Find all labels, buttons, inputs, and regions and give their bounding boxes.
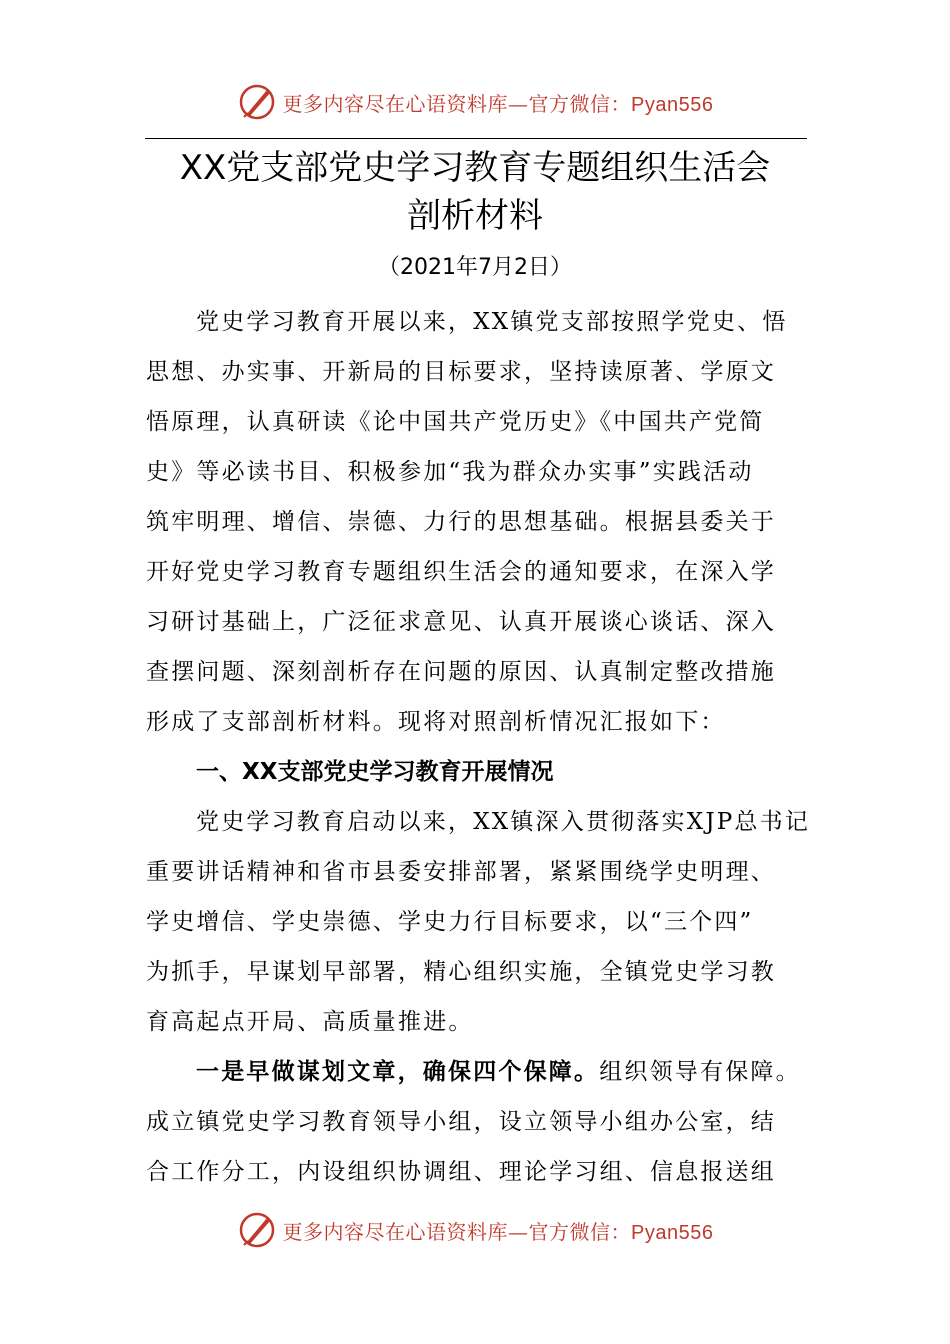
document-date: （2021年7月2日）	[378, 255, 572, 280]
text-line: 思想、办实事、开新局的目标要求，坚持读原著、学原文	[146, 359, 776, 385]
footer-banner	[0, 1208, 950, 1252]
paragraph-intro	[146, 297, 814, 747]
quill-logo-icon	[237, 82, 277, 122]
paragraph-planning	[146, 1047, 814, 1197]
bold-lead: 一是早做谋划文章，确保四个保障。	[196, 1058, 600, 1085]
text-line: 重要讲话精神和省市县委安排部署，紧紧围绕学史明理、	[146, 859, 776, 885]
text-line: 查摆问题、深刻剖析存在问题的原因、认真制定整改措施	[146, 659, 776, 685]
text-line: 成立镇党史学习教育领导小组，设立领导小组办公室，结	[146, 1109, 776, 1135]
lead-rest: 组织领导有保障。	[599, 1059, 801, 1085]
text-line: 党史学习教育开展以来，XX镇党支部按照学党史、悟	[196, 309, 788, 335]
header-rule	[145, 138, 807, 139]
document-body	[146, 297, 814, 1197]
text-line: 合工作分工，内设组织协调组、理论学习组、信息报送组	[146, 1159, 776, 1185]
text-line: 习研讨基础上，广泛征求意见、认真开展谈心谈话、深入	[146, 609, 776, 635]
quill-logo-icon	[237, 1210, 277, 1250]
text-line: 学史增信、学史崇德、学史力行目标要求，以“三个四”	[146, 909, 754, 935]
text-line: 党史学习教育启动以来，XX镇深入贯彻落实XJP总书记	[196, 809, 811, 835]
footer-banner-text: 更多内容尽在心语资料库—官方微信：Pyan556	[282, 1219, 714, 1244]
text-line	[146, 1047, 814, 1097]
title-line-1: XX党支部党史学习教育专题组织生活会	[179, 148, 771, 188]
section-heading-1: 一、XX支部党史学习教育开展情况	[196, 759, 554, 785]
text-line: 育高起点开局、高质量推进。	[146, 1009, 474, 1035]
text-line: 筑牢明理、增信、崇德、力行的思想基础。根据县委关于	[146, 509, 776, 535]
header-banner-text: 更多内容尽在心语资料库—官方微信：Pyan556	[282, 91, 714, 116]
text-line: 形成了支部剖析材料。现将对照剖析情况汇报如下：	[146, 709, 726, 735]
text-line: 悟原理，认真研读《论中国共产党历史》《中国共产党简	[146, 409, 765, 435]
document-title	[100, 144, 850, 240]
text-line: 史》等必读书目、积极参加“我为群众办实事”实践活动	[146, 459, 754, 485]
header-banner	[0, 80, 950, 124]
text-line: 为抓手，早谋划早部署，精心组织实施，全镇党史学习教	[146, 959, 776, 985]
paragraph-progress	[146, 797, 814, 1047]
text-line: 开好党史学习教育专题组织生活会的通知要求，在深入学	[146, 559, 776, 585]
title-line-2: 剖析材料	[407, 196, 543, 236]
